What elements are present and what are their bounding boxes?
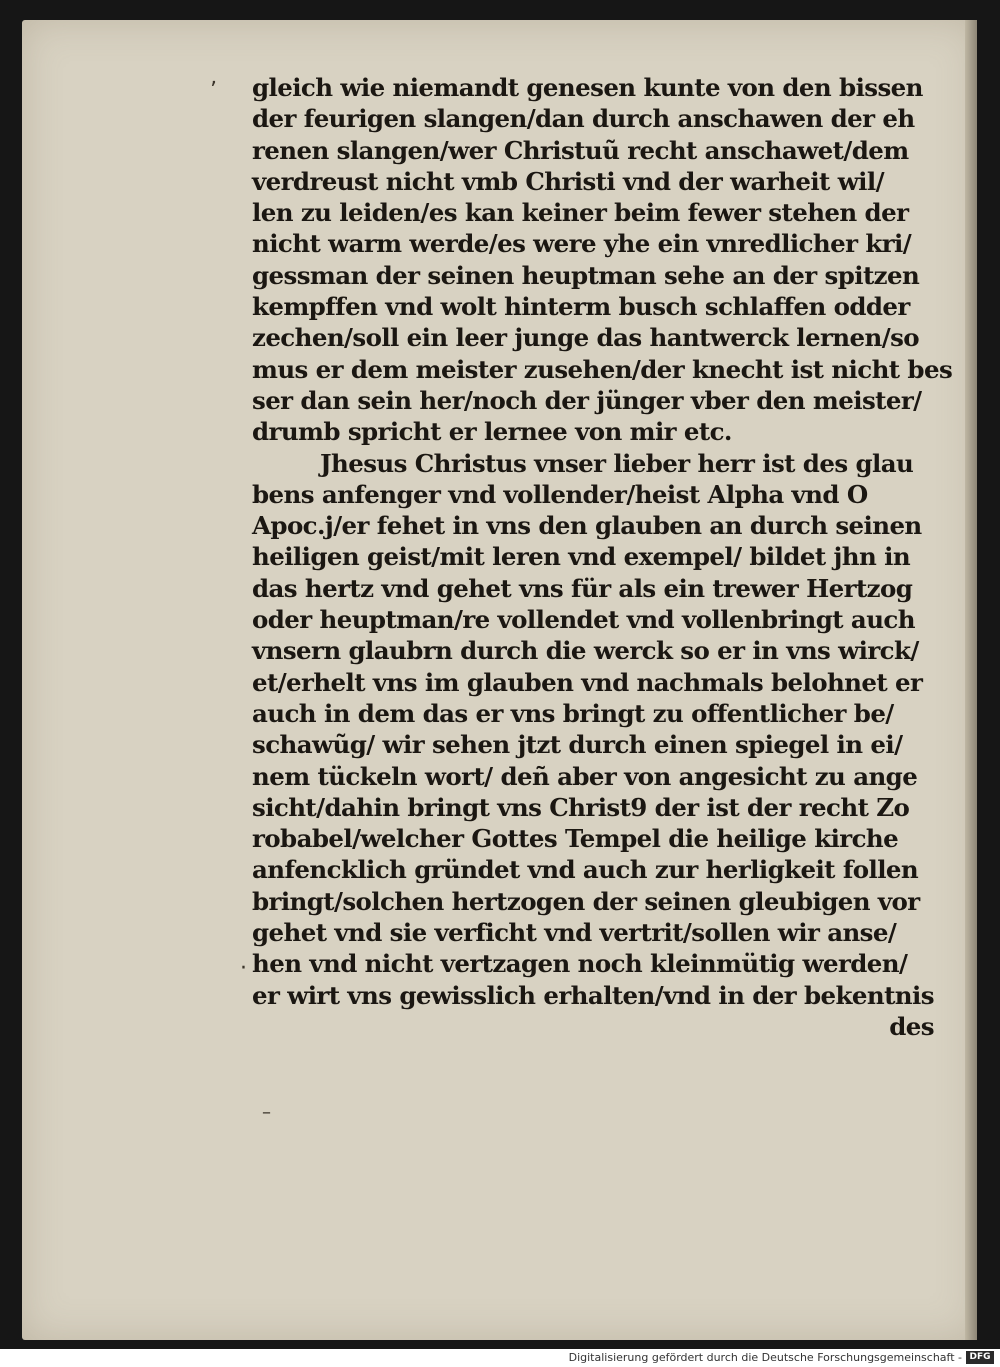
text-line: nem tückeln wort/ deñ aber von angesicht zu ange <box>252 761 918 791</box>
text-line: vnsern glaubrn durch die werck so er in vns wirck/ <box>252 636 919 666</box>
text-line: oder heuptman/re vollendet vnd vollenbringt auch <box>252 605 915 635</box>
funding-credit: Digitalisierung gefördert durch die Deutsche Forschungsgemeinschaft - <box>568 1351 962 1364</box>
text-line: schawũg/ wir sehen jtzt durch einen spiegel in ei/ <box>252 730 903 760</box>
text-line: len zu leiden/es kan keiner beim fewer stehen der <box>252 198 909 228</box>
text-line: renen slangen/wer Christuũ recht anschawet/dem <box>252 135 909 165</box>
text-line: auch in dem das er vns bringt zu offentlicher be/ <box>252 698 894 728</box>
text-line: hen vnd nicht vertzagen noch kleinmütig werden/ <box>252 949 908 979</box>
catchword: des <box>889 1011 934 1041</box>
text-line: sicht/dahin bringt vns Christ9 der ist der recht Zo <box>252 792 910 822</box>
text-line: anfencklich gründet vnd auch zur herligkeit follen <box>252 855 919 885</box>
footer-bar <box>0 1349 1000 1367</box>
text-line: zechen/soll ein leer junge das hantwerck lernen/so <box>252 323 920 353</box>
text-line: nicht warm werde/es were yhe ein vnredlicher kri/ <box>252 229 912 259</box>
text-line: bens anfenger vnd vollender/heist Alpha vnd O <box>252 479 868 509</box>
margin-mark: ʼ <box>210 78 217 103</box>
text-line: Apoc.j/er fehet in vns den glauben an durch seinen <box>252 511 922 541</box>
text-line: ser dan sein her/noch der jünger vber den meister/ <box>252 385 922 415</box>
text-line: heiligen geist/mit leren vnd exempel/ bildet jhn in <box>252 542 911 572</box>
text-line: robabel/welcher Gottes Tempel die heilige kirche <box>252 824 899 854</box>
page-edge <box>965 20 977 1340</box>
text-line: drumb spricht er lernee von mir etc. <box>252 417 732 447</box>
text-line: gehet vnd sie verficht vnd vertrit/sollen wir anse/ <box>252 918 897 948</box>
page-text <box>252 72 953 1042</box>
text-line: er wirt vns gewisslich erhalten/vnd in der bekentnis <box>252 980 934 1010</box>
margin-dash: – <box>262 1102 271 1123</box>
text-line: et/erhelt vns im glauben vnd nachmals belohnet er <box>252 667 923 697</box>
text-line: verdreust nicht vmb Christi vnd der warheit wil/ <box>252 166 884 196</box>
margin-dot: · <box>240 956 247 981</box>
text-line: mus er dem meister zusehen/der knecht ist nicht bes <box>252 354 953 384</box>
paragraph-start-line: Jhesus Christus vnser lieber herr ist des glau <box>320 448 914 478</box>
text-line: bringt/solchen hertzogen der seinen gleubigen vor <box>252 886 920 916</box>
text-line: kempffen vnd wolt hinterm busch schlaffen odder <box>252 292 910 322</box>
text-line: das hertz vnd gehet vns für als ein trewer Hertzog <box>252 573 913 603</box>
dfg-logo: DFG <box>966 1351 994 1364</box>
text-line: der feurigen slangen/dan durch anschawen der eh <box>252 104 915 134</box>
text-line: gleich wie niemandt genesen kunte von den bissen <box>252 73 923 102</box>
text-line: gessman der seinen heuptman sehe an der spitzen <box>252 260 920 290</box>
